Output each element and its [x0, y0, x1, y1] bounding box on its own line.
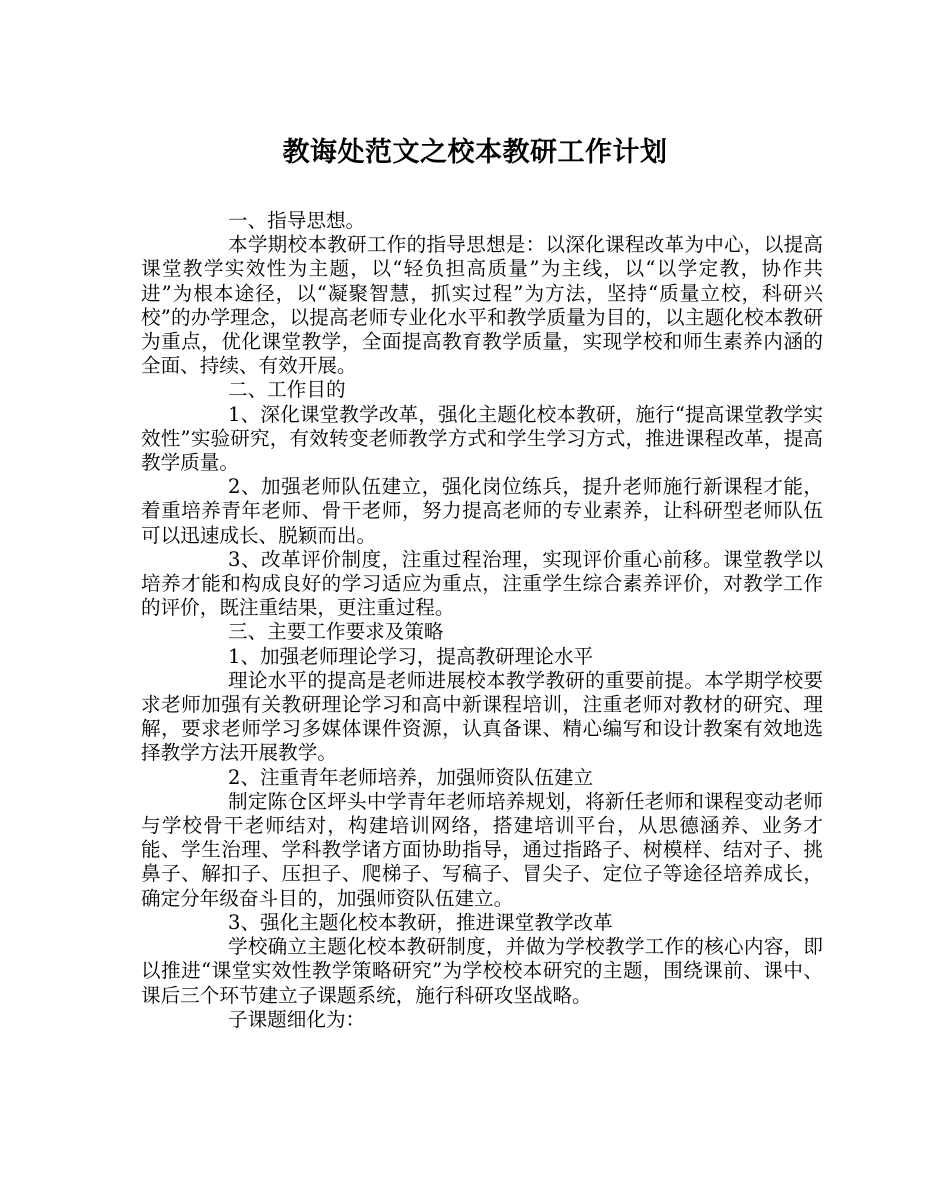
paragraph-subtopics-intro: 子课题细化为： [228, 1007, 366, 1031]
section-heading-work-goals: 二、工作目的 [228, 378, 346, 402]
paragraph-guiding-ideology: 本学期校本教研工作的指导思想是：以深化课程改革为中心，以提高课堂教学实效性为主题，以“轻负担高质量”为主线，以“以学定教，协作共进”为根本途径，以“凝聚智慧，抓实过程”为方法，坚持“质量立校，科研兴校”的办学理念，以提高老师专业化水平和教学质量为目的，以主题化校本教研为重点，优化课堂教学，全面提高教育教学质量，实现学校和师生素养内涵的全面、持续、有效开展。 [141, 233, 823, 378]
document-body [141, 209, 823, 1032]
subheading-young-teachers: 2、注重青年老师培养，加强师资队伍建立 [228, 765, 594, 789]
paragraph-theory-study: 理论水平的提高是老师进展校本教学教研的重要前提。本学期学校要求老师加强有关教研理论学习和高中新课程培训，注重老师对教材的研究、理解，要求老师学习多媒体课件资源，认真备课、精心编写和设计教案有效地选择教学方法开展教学。 [141, 668, 823, 765]
subheading-theory-study: 1、加强老师理论学习，提高教研理论水平 [228, 644, 594, 668]
paragraph-young-teachers: 制定陈仓区坪头中学青年老师培养规划，将新任老师和课程变动老师与学校骨干老师结对，构建培训网络，搭建培训平台，从思德涵养、业务才能、学生治理、学科教学诸方面协助指导，通过指路子、树模样、结对子、挑鼻子、解扣子、压担子、爬梯子、写稿子、冒尖子、定位子等途径培养成长，确定分年级奋斗目的，加强师资队伍建立。 [141, 789, 823, 910]
paragraph-goal-3: 3、改革评价制度，注重过程治理，实现评价重心前移。课堂教学以培养才能和构成良好的学习适应为重点，注重学生综合素养评价，对教学工作的评价，既注重结果，更注重过程。 [141, 547, 823, 620]
paragraph-goal-1: 1、深化课堂教学改革，强化主题化校本教研，施行“提高课堂教学实效性”实验研究，有效转变老师教学方式和学生学习方式，推进课程改革，提高教学质量。 [141, 402, 823, 475]
paragraph-thematic-research: 学校确立主题化校本教研制度，并做为学校教学工作的核心内容，即以推进“课堂实效性教学策略研究”为学校校本研究的主题，围绕课前、课中、课后三个环节建立子课题系统，施行科研攻坚战略。 [141, 935, 823, 1007]
document-title: 教诲处范文之校本教研工作计划 [282, 137, 668, 168]
section-heading-guiding-ideology: 一、指导思想。 [228, 209, 366, 232]
subheading-thematic-research: 3、强化主题化校本教研，推进课堂教学改革 [228, 910, 613, 934]
paragraph-goal-2: 2、加强老师队伍建立，强化岗位练兵，提升老师施行新课程才能，着重培养青年老师、骨干老师，努力提高老师的专业素养，让科研型老师队伍可以迅速成长、脱颖而出。 [141, 475, 823, 547]
section-heading-requirements: 三、主要工作要求及策略 [228, 620, 444, 644]
